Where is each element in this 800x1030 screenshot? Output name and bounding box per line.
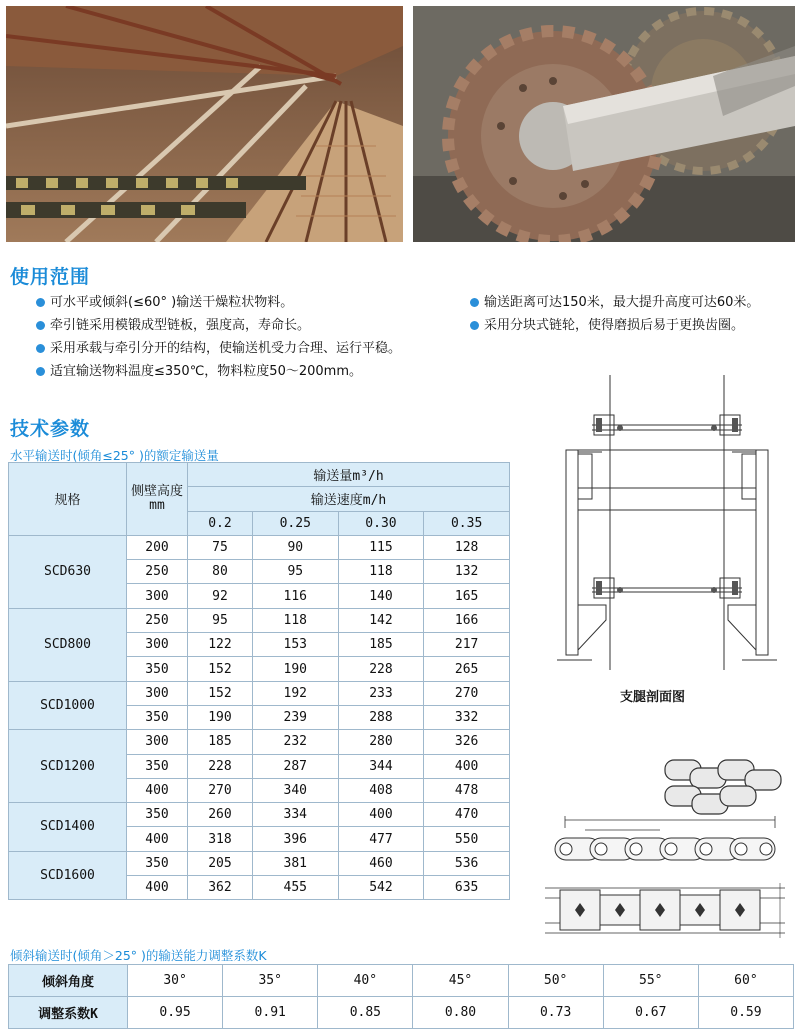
tilt-factor-cell: 0.85: [318, 997, 413, 1029]
tilt-angle-cell: 45°: [413, 965, 508, 997]
capacity-cell: 190: [188, 705, 253, 729]
capacity-cell: 478: [424, 778, 510, 802]
capacity-cell: 152: [188, 657, 253, 681]
support-leg-caption: 支腿剖面图: [620, 690, 686, 705]
capacity-cell: 332: [424, 705, 510, 729]
tilt-angle-label: 倾斜角度: [9, 965, 128, 997]
capacity-cell: 477: [338, 827, 424, 851]
capacity-cell: 115: [338, 535, 424, 559]
tilt-factor-cell: 0.95: [128, 997, 223, 1029]
capacity-cell: 362: [188, 876, 253, 900]
capacity-cell: 239: [252, 705, 338, 729]
usage-item: 采用分块式链轮，使得磨损后易于更换齿圈。: [470, 314, 759, 337]
capacity-cell: 400: [338, 803, 424, 827]
model-cell: SCD1400: [9, 803, 127, 852]
capacity-cell: 152: [188, 681, 253, 705]
header-wall-height: [127, 463, 188, 536]
usage-item: 牵引链采用模锻成型链板，强度高，寿命长。: [36, 314, 401, 337]
capacity-cell: 80: [188, 560, 253, 584]
capacity-cell: 118: [252, 608, 338, 632]
capacity-cell: 400: [424, 754, 510, 778]
capacity-cell: 344: [338, 754, 424, 778]
usage-list-right: [470, 291, 759, 337]
capacity-cell: 542: [338, 876, 424, 900]
capacity-cell: 340: [252, 778, 338, 802]
table-row: [9, 803, 510, 827]
capacity-cell: 326: [424, 730, 510, 754]
wall-height-cell: 350: [127, 657, 188, 681]
capacity-cell: 270: [188, 778, 253, 802]
wall-height-cell: 350: [127, 803, 188, 827]
capacity-cell: 153: [252, 633, 338, 657]
capacity-cell: 142: [338, 608, 424, 632]
capacity-cell: 92: [188, 584, 253, 608]
capacity-cell: 288: [338, 705, 424, 729]
header-speed: 输送速度m/h: [188, 487, 510, 511]
usage-item: 可水平或倾斜(≤60° )输送干燥粒状物料。: [36, 291, 401, 314]
tilt-angle-cell: 50°: [508, 965, 603, 997]
capacity-cell: 460: [338, 851, 424, 875]
tilt-angle-cell: 30°: [128, 965, 223, 997]
capacity-cell: 95: [188, 608, 253, 632]
capacity-cell: 318: [188, 827, 253, 851]
usage-section-title: 使用范围: [10, 266, 91, 288]
tilt-factor-cell: 0.80: [413, 997, 508, 1029]
usage-item: 适宜输送物料温度≤350℃，物料粒度50～200mm。: [36, 360, 401, 383]
header-wall-height-label: 侧壁高度: [130, 483, 183, 499]
support-leg-section-drawing: [552, 370, 782, 675]
model-cell: SCD630: [9, 535, 127, 608]
wall-height-cell: 350: [127, 851, 188, 875]
sprocket-shaft-photo: [413, 6, 795, 242]
capacity-cell: 118: [338, 560, 424, 584]
usage-list-left: [36, 291, 401, 383]
wall-height-cell: 200: [127, 535, 188, 559]
capacity-cell: 122: [188, 633, 253, 657]
model-cell: SCD1000: [9, 681, 127, 730]
wall-height-cell: 250: [127, 560, 188, 584]
chain-link-drawing: [540, 758, 790, 988]
model-cell: SCD1600: [9, 851, 127, 900]
capacity-cell: 265: [424, 657, 510, 681]
capacity-cell: 185: [188, 730, 253, 754]
header-model: 规格: [9, 463, 127, 536]
capacity-cell: 280: [338, 730, 424, 754]
capacity-cell: 95: [252, 560, 338, 584]
wall-height-cell: 300: [127, 681, 188, 705]
wall-height-cell: 400: [127, 827, 188, 851]
tilt-factor-cell: 0.73: [508, 997, 603, 1029]
tilt-angle-cell: 35°: [223, 965, 318, 997]
capacity-cell: 381: [252, 851, 338, 875]
table-row: [9, 608, 510, 632]
speed-col-header: 0.25: [252, 511, 338, 535]
capacity-cell: 116: [252, 584, 338, 608]
table-row: [9, 730, 510, 754]
capacity-cell: 132: [424, 560, 510, 584]
capacity-cell: 287: [252, 754, 338, 778]
capacity-cell: 635: [424, 876, 510, 900]
tilt-angle-cell: 40°: [318, 965, 413, 997]
usage-item: 输送距离可达150米，最大提升高度可达60米。: [470, 291, 759, 314]
wall-height-cell: 400: [127, 778, 188, 802]
speed-col-header: 0.35: [424, 511, 510, 535]
capacity-cell: 260: [188, 803, 253, 827]
wall-height-cell: 250: [127, 608, 188, 632]
wall-height-cell: 300: [127, 584, 188, 608]
table-row: [9, 681, 510, 705]
tilt-factor-cell: 0.67: [603, 997, 698, 1029]
usage-item: 采用承载与牵引分开的结构，使输送机受力合理、运行平稳。: [36, 337, 401, 360]
wall-height-cell: 350: [127, 705, 188, 729]
capacity-cell: 470: [424, 803, 510, 827]
capacity-cell: 396: [252, 827, 338, 851]
speed-col-header: 0.2: [188, 511, 253, 535]
table-row: [9, 535, 510, 559]
capacity-cell: 550: [424, 827, 510, 851]
capacity-cell: 205: [188, 851, 253, 875]
model-cell: SCD1200: [9, 730, 127, 803]
tech-section-title: 技术参数: [10, 418, 91, 440]
tilt-angle-cell: 55°: [603, 965, 698, 997]
tilt-angle-cell: 60°: [698, 965, 793, 997]
header-wall-height-unit: mm: [149, 497, 165, 513]
tilt-table-caption: 倾斜输送时(倾角＞25° )的输送能力调整系数K: [10, 948, 267, 963]
capacity-cell: 334: [252, 803, 338, 827]
capacity-table: [8, 462, 510, 900]
capacity-cell: 185: [338, 633, 424, 657]
tilt-factor-label: 调整系数K: [9, 997, 128, 1029]
capacity-cell: 140: [338, 584, 424, 608]
wall-height-cell: 400: [127, 876, 188, 900]
capacity-cell: 455: [252, 876, 338, 900]
capacity-cell: 270: [424, 681, 510, 705]
capacity-cell: 228: [188, 754, 253, 778]
header-capacity: 输送量m³/h: [188, 463, 510, 487]
conveyor-gallery-photo: [6, 6, 403, 242]
capacity-cell: 192: [252, 681, 338, 705]
capacity-cell: 166: [424, 608, 510, 632]
model-cell: SCD800: [9, 608, 127, 681]
capacity-cell: 536: [424, 851, 510, 875]
capacity-table-caption: 水平输送时(倾角≤25° )的额定输送量: [10, 448, 219, 463]
capacity-cell: 408: [338, 778, 424, 802]
capacity-cell: 190: [252, 657, 338, 681]
table-row: [9, 851, 510, 875]
capacity-cell: 232: [252, 730, 338, 754]
capacity-cell: 165: [424, 584, 510, 608]
wall-height-cell: 300: [127, 730, 188, 754]
capacity-cell: 228: [338, 657, 424, 681]
wall-height-cell: 300: [127, 633, 188, 657]
capacity-cell: 75: [188, 535, 253, 559]
capacity-cell: 90: [252, 535, 338, 559]
tilt-factor-cell: 0.59: [698, 997, 793, 1029]
capacity-cell: 128: [424, 535, 510, 559]
capacity-cell: 233: [338, 681, 424, 705]
speed-col-header: 0.30: [338, 511, 424, 535]
wall-height-cell: 350: [127, 754, 188, 778]
capacity-cell: 217: [424, 633, 510, 657]
tilt-factor-cell: 0.91: [223, 997, 318, 1029]
